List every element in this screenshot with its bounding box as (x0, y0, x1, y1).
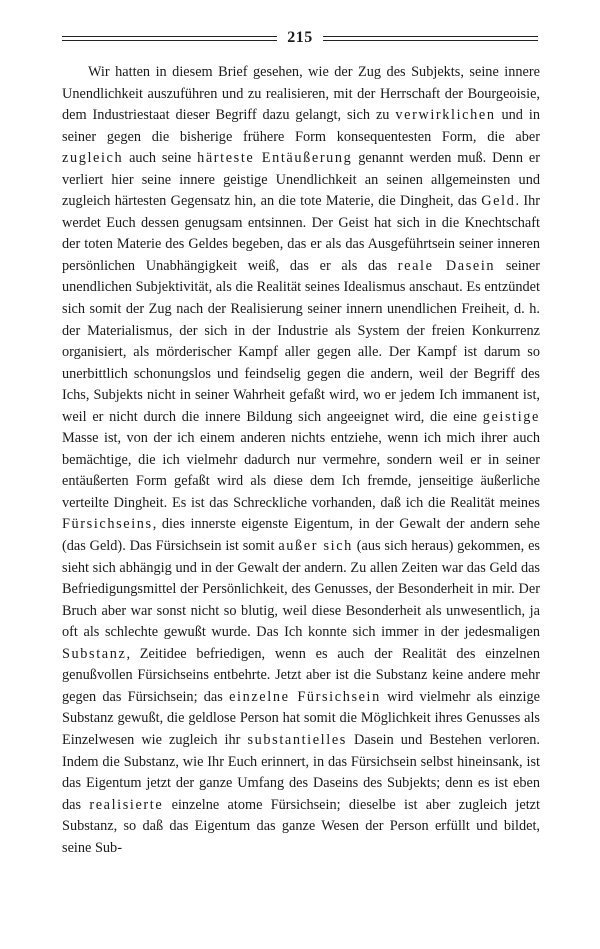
emphasized-text: substantielles (247, 731, 347, 748)
emphasized-text: außer sich (278, 538, 353, 555)
emphasized-text: härteste Entäußerung (197, 150, 353, 167)
text-run: und in seiner gegen die bisherige frühere Form konsequentesten Form, die aber (62, 107, 540, 145)
page-number: 215 (287, 29, 313, 46)
text-run: Dasein und Bestehen verloren. Indem die Substanz, wie Ihr Euch erinnert, in das Fürsichsein selbst hineinsank, ist das Eigentum jetzt der ganze Umfang des Daseins des Subjekts; denn es ist eben das (62, 731, 540, 813)
emphasized-text: geistige (482, 408, 540, 425)
emphasized-text: realisierte (89, 796, 164, 813)
emphasized-text: Geld (481, 193, 516, 210)
text-run: wird vielmehr als einzige Substanz gewußt, die geldlose Person hat somit die Möglichkeit ihres Genusses als Einzelwesen wie zugleich ihr (62, 688, 540, 748)
text-run: (aus sich heraus) gekommen, es sieht sich abhängig und in der Gewalt der andern. Zu allen Zeiten war das Geld das Befriedigungsmittel der Persönlichkeit, des Genusses, der Besonderheit in mir. Der Bruch aber war sonst nicht so blutig, weil diese Besonderheit als unwesentlich, ja oft als schlechte gewußt wurde. Das Ich konnte sich immer in der jedesmaligen (62, 538, 540, 641)
text-run: Masse ist, von der ich einem anderen nichts entziehe, wenn ich mich ihrer auch bemächtige, die ich vielmehr dadurch nur vermehre, sondern weil er in seiner entäußerten Form gefaßt wird als diese dem Ich fremde, jenseitige äußerliche verteilte Dingheit. Es ist das Schreckliche vorhanden, daß ich die Realität meines (62, 430, 540, 511)
text-run: genannt werden muß. Denn er verliert hier seine innere geistige Unendlichkeit an seinen allgemeinsten und zugleich härtesten Gegensatz hin, an die tote Materie, die Dingheit, das (62, 150, 540, 210)
text-run: , dies innerste eigenste Eigentum, in der Gewalt der andern sehe (das Geld). Das Fürsichsein ist somit (62, 516, 540, 555)
emphasized-text: verwirklichen (395, 107, 496, 124)
text-run: Wir hatten in diesem Brief gesehen, wie der Zug des Subjekts, seine innere Unendlichkeit auszuführen und zu realisieren, mit der Herrschaft der Bourgeoisie, dem Industriestaat dieser Begriff dazu gelangt, sich zu (62, 64, 540, 124)
text-run: , Zeitidee befriedigen, wenn es auch der Realität des einzelnen genußvollen Fürsichseins entbehrte. Jetzt aber ist die Substanz keine andere mehr gegen das Fürsichsein; das (62, 645, 540, 705)
body-paragraph (62, 62, 540, 859)
text-run: . Ihr werdet Euch dessen genugsam entsinnen. Der Geist hat sich in die Knechtschaft der toten Materie des Geldes begeben, das er als das Ausgeführtsein seiner inneren persönlichen Unabhängigkeit weiß, das er als das (62, 193, 540, 274)
emphasized-text: reale Dasein (397, 257, 496, 274)
header-rule-right (323, 36, 538, 41)
text-run: seiner unendlichen Subjektivität, als die Realität seines Idealismus anschaut. Es entzündet sich somit der Zug nach der Realisierung seiner innern unendlichen Freiheit, d. h. der Materialismus, der sich in der Industrie als System der freien Konkurrenz organisiert, als mörderischer Kampf aller gegen alle. Der Kampf ist darum so unerbittlich schonungslos und feindselig gegen die andern, weil der Begriff des Ichs, Subjekts nicht in seiner Wahrheit gefaßt wird, wo er jedem Ich immanent ist, weil er nicht durch die innere Bildung sich angeeignet wird, die eine (62, 257, 540, 425)
emphasized-text: Fürsichseins (62, 516, 153, 533)
text-run: einzelne atome Fürsichsein; dieselbe ist aber zugleich jetzt Substanz, so daß das Eigentum das ganze Wesen der Person erfüllt und bildet, seine Sub- (62, 796, 540, 856)
emphasized-text: zugleich (62, 150, 124, 167)
page-header (62, 26, 538, 50)
header-rule-left (62, 36, 277, 41)
text-run: auch seine (123, 150, 198, 167)
emphasized-text: einzelne Fürsichsein (229, 688, 381, 705)
emphasized-text: Substanz (62, 645, 127, 662)
